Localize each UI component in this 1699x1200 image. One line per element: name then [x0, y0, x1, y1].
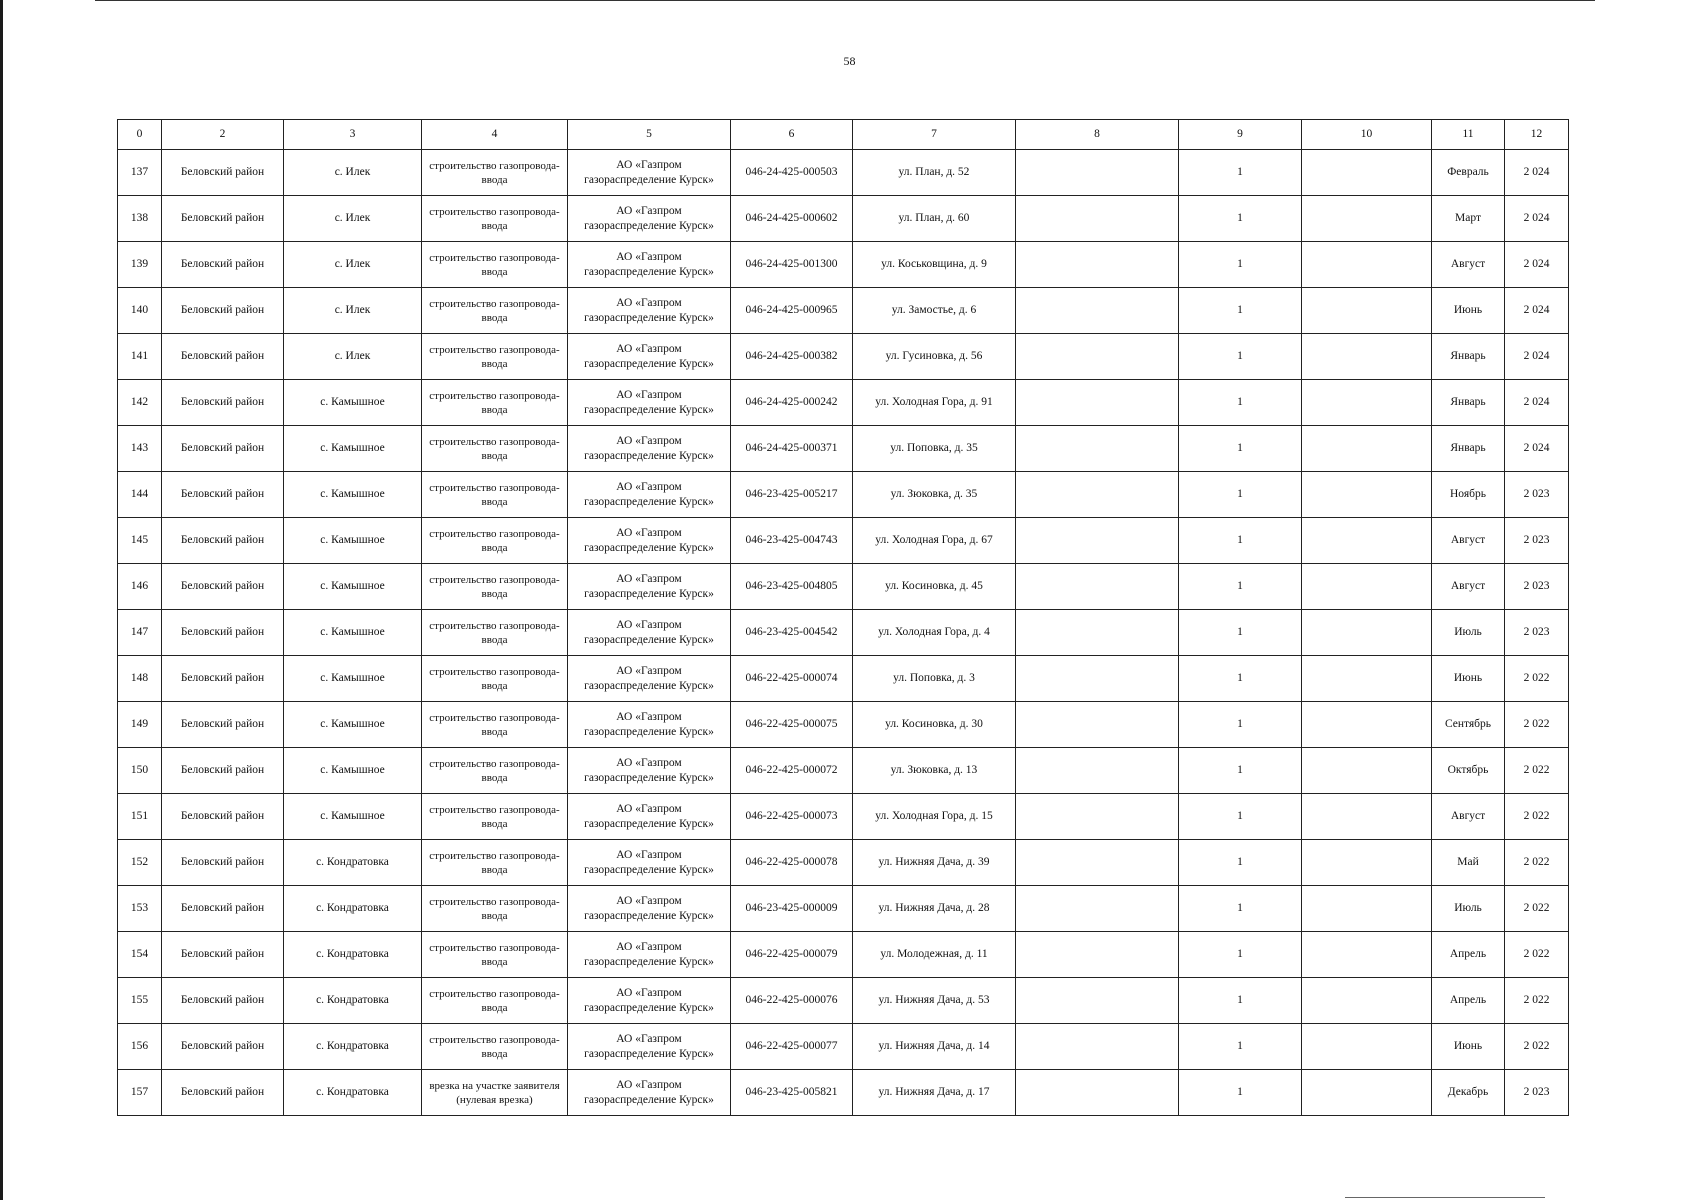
cell-month: Июль	[1432, 610, 1505, 656]
cell-code: 046-22-425-000072	[731, 748, 853, 794]
cell-code: 046-24-425-000503	[731, 150, 853, 196]
cell-col8	[1016, 518, 1179, 564]
cell-district: Беловский район	[162, 288, 284, 334]
cell-month: Январь	[1432, 426, 1505, 472]
cell-work-type: строительство газопровода-ввода	[422, 472, 568, 518]
cell-code: 046-23-425-005217	[731, 472, 853, 518]
cell-settlement: с. Камышное	[284, 380, 422, 426]
cell-number: 156	[118, 1024, 162, 1070]
cell-settlement: с. Илек	[284, 196, 422, 242]
cell-col8	[1016, 150, 1179, 196]
column-header: 8	[1016, 120, 1179, 150]
cell-quantity: 1	[1179, 1024, 1302, 1070]
cell-address: ул. Нижняя Дача, д. 39	[853, 840, 1016, 886]
cell-col10	[1302, 1070, 1432, 1116]
cell-col10	[1302, 242, 1432, 288]
cell-code: 046-22-425-000077	[731, 1024, 853, 1070]
cell-address: ул. Поповка, д. 3	[853, 656, 1016, 702]
cell-code: 046-24-425-000602	[731, 196, 853, 242]
cell-quantity: 1	[1179, 840, 1302, 886]
cell-month: Январь	[1432, 334, 1505, 380]
cell-col10	[1302, 518, 1432, 564]
cell-col8	[1016, 702, 1179, 748]
cell-col8	[1016, 794, 1179, 840]
cell-code: 046-24-425-000382	[731, 334, 853, 380]
table-row	[118, 932, 1569, 978]
cell-month: Декабрь	[1432, 1070, 1505, 1116]
cell-col8	[1016, 840, 1179, 886]
cell-number: 154	[118, 932, 162, 978]
cell-code: 046-22-425-000078	[731, 840, 853, 886]
cell-year: 2 022	[1505, 748, 1569, 794]
table-row	[118, 518, 1569, 564]
cell-col8	[1016, 196, 1179, 242]
cell-number: 157	[118, 1070, 162, 1116]
column-header: 0	[118, 120, 162, 150]
cell-district: Беловский район	[162, 564, 284, 610]
cell-work-type: строительство газопровода-ввода	[422, 1024, 568, 1070]
cell-number: 142	[118, 380, 162, 426]
cell-code: 046-23-425-004743	[731, 518, 853, 564]
cell-col8	[1016, 656, 1179, 702]
cell-settlement: с. Камышное	[284, 656, 422, 702]
cell-organization: АО «Газпром газораспределение Курск»	[568, 426, 731, 472]
registry-table	[117, 119, 1569, 1116]
cell-year: 2 022	[1505, 886, 1569, 932]
cell-col8	[1016, 242, 1179, 288]
table-row	[118, 748, 1569, 794]
cell-address: ул. Гусиновка, д. 56	[853, 334, 1016, 380]
cell-organization: АО «Газпром газораспределение Курск»	[568, 196, 731, 242]
cell-district: Беловский район	[162, 610, 284, 656]
table-row	[118, 886, 1569, 932]
cell-address: ул. Нижняя Дача, д. 28	[853, 886, 1016, 932]
cell-number: 153	[118, 886, 162, 932]
cell-year: 2 024	[1505, 150, 1569, 196]
cell-district: Беловский район	[162, 886, 284, 932]
column-header: 5	[568, 120, 731, 150]
cell-settlement: с. Кондратовка	[284, 886, 422, 932]
cell-work-type: строительство газопровода-ввода	[422, 794, 568, 840]
cell-col10	[1302, 1024, 1432, 1070]
cell-settlement: с. Кондратовка	[284, 1024, 422, 1070]
cell-organization: АО «Газпром газораспределение Курск»	[568, 242, 731, 288]
cell-settlement: с. Илек	[284, 150, 422, 196]
table-row	[118, 150, 1569, 196]
cell-work-type: строительство газопровода-ввода	[422, 978, 568, 1024]
cell-quantity: 1	[1179, 196, 1302, 242]
cell-year: 2 023	[1505, 472, 1569, 518]
cell-work-type: строительство газопровода-ввода	[422, 334, 568, 380]
cell-year: 2 022	[1505, 1024, 1569, 1070]
cell-work-type: строительство газопровода-ввода	[422, 288, 568, 334]
cell-district: Беловский район	[162, 794, 284, 840]
cell-month: Май	[1432, 840, 1505, 886]
table-row	[118, 840, 1569, 886]
table-row	[118, 472, 1569, 518]
cell-number: 150	[118, 748, 162, 794]
cell-quantity: 1	[1179, 886, 1302, 932]
table-row	[118, 978, 1569, 1024]
cell-code: 046-23-425-004542	[731, 610, 853, 656]
cell-month: Август	[1432, 794, 1505, 840]
cell-col10	[1302, 794, 1432, 840]
column-header: 10	[1302, 120, 1432, 150]
cell-organization: АО «Газпром газораспределение Курск»	[568, 794, 731, 840]
cell-year: 2 022	[1505, 702, 1569, 748]
cell-address: ул. Зюковка, д. 13	[853, 748, 1016, 794]
cell-month: Август	[1432, 518, 1505, 564]
cell-settlement: с. Камышное	[284, 472, 422, 518]
table-row	[118, 196, 1569, 242]
cell-address: ул. Холодная Гора, д. 4	[853, 610, 1016, 656]
cell-month: Июль	[1432, 886, 1505, 932]
cell-address: ул. Холодная Гора, д. 15	[853, 794, 1016, 840]
cell-col10	[1302, 748, 1432, 794]
cell-district: Беловский район	[162, 518, 284, 564]
cell-address: ул. Нижняя Дача, д. 53	[853, 978, 1016, 1024]
cell-number: 151	[118, 794, 162, 840]
cell-col10	[1302, 610, 1432, 656]
cell-district: Беловский район	[162, 334, 284, 380]
cell-work-type: строительство газопровода-ввода	[422, 932, 568, 978]
cell-year: 2 022	[1505, 840, 1569, 886]
cell-settlement: с. Илек	[284, 334, 422, 380]
cell-code: 046-23-425-000009	[731, 886, 853, 932]
cell-address: ул. Молодежная, д. 11	[853, 932, 1016, 978]
cell-address: ул. Нижняя Дача, д. 14	[853, 1024, 1016, 1070]
table-body	[118, 150, 1569, 1116]
column-header: 11	[1432, 120, 1505, 150]
table-row	[118, 1024, 1569, 1070]
cell-district: Беловский район	[162, 196, 284, 242]
cell-month: Август	[1432, 564, 1505, 610]
cell-code: 046-22-425-000076	[731, 978, 853, 1024]
cell-address: ул. Коськовщина, д. 9	[853, 242, 1016, 288]
cell-month: Март	[1432, 196, 1505, 242]
cell-code: 046-24-425-001300	[731, 242, 853, 288]
table-row	[118, 242, 1569, 288]
cell-year: 2 023	[1505, 610, 1569, 656]
cell-code: 046-22-425-000073	[731, 794, 853, 840]
cell-district: Беловский район	[162, 150, 284, 196]
cell-col10	[1302, 656, 1432, 702]
cell-address: ул. Нижняя Дача, д. 17	[853, 1070, 1016, 1116]
cell-address: ул. План, д. 60	[853, 196, 1016, 242]
cell-quantity: 1	[1179, 610, 1302, 656]
cell-work-type: строительство газопровода-ввода	[422, 702, 568, 748]
cell-year: 2 024	[1505, 242, 1569, 288]
cell-col10	[1302, 288, 1432, 334]
cell-col10	[1302, 840, 1432, 886]
cell-settlement: с. Илек	[284, 242, 422, 288]
cell-work-type: строительство газопровода-ввода	[422, 196, 568, 242]
cell-quantity: 1	[1179, 748, 1302, 794]
cell-col8	[1016, 426, 1179, 472]
cell-code: 046-24-425-000242	[731, 380, 853, 426]
cell-organization: АО «Газпром газораспределение Курск»	[568, 1024, 731, 1070]
table-row	[118, 564, 1569, 610]
cell-code: 046-24-425-000371	[731, 426, 853, 472]
cell-number: 146	[118, 564, 162, 610]
cell-month: Февраль	[1432, 150, 1505, 196]
table-row	[118, 334, 1569, 380]
cell-col10	[1302, 702, 1432, 748]
cell-year: 2 024	[1505, 196, 1569, 242]
cell-col10	[1302, 886, 1432, 932]
cell-month: Сентябрь	[1432, 702, 1505, 748]
cell-organization: АО «Газпром газораспределение Курск»	[568, 656, 731, 702]
cell-address: ул. Поповка, д. 35	[853, 426, 1016, 472]
cell-col10	[1302, 150, 1432, 196]
cell-organization: АО «Газпром газораспределение Курск»	[568, 472, 731, 518]
cell-number: 139	[118, 242, 162, 288]
cell-col8	[1016, 1024, 1179, 1070]
cell-code: 046-22-425-000079	[731, 932, 853, 978]
cell-work-type: строительство газопровода-ввода	[422, 242, 568, 288]
cell-code: 046-23-425-005821	[731, 1070, 853, 1116]
cell-month: Ноябрь	[1432, 472, 1505, 518]
table-row	[118, 426, 1569, 472]
table-row	[118, 288, 1569, 334]
cell-settlement: с. Камышное	[284, 518, 422, 564]
cell-organization: АО «Газпром газораспределение Курск»	[568, 702, 731, 748]
cell-quantity: 1	[1179, 1070, 1302, 1116]
cell-quantity: 1	[1179, 978, 1302, 1024]
cell-settlement: с. Камышное	[284, 702, 422, 748]
cell-year: 2 022	[1505, 656, 1569, 702]
cell-year: 2 022	[1505, 978, 1569, 1024]
cell-organization: АО «Газпром газораспределение Курск»	[568, 564, 731, 610]
cell-number: 152	[118, 840, 162, 886]
cell-col8	[1016, 564, 1179, 610]
cell-quantity: 1	[1179, 794, 1302, 840]
table-row	[118, 656, 1569, 702]
cell-district: Беловский район	[162, 932, 284, 978]
cell-settlement: с. Камышное	[284, 426, 422, 472]
cell-district: Беловский район	[162, 656, 284, 702]
table-row	[118, 794, 1569, 840]
cell-address: ул. Зюковка, д. 35	[853, 472, 1016, 518]
cell-col8	[1016, 610, 1179, 656]
column-header: 4	[422, 120, 568, 150]
cell-work-type: строительство газопровода-ввода	[422, 150, 568, 196]
cell-organization: АО «Газпром газораспределение Курск»	[568, 840, 731, 886]
table-row	[118, 1070, 1569, 1116]
cell-organization: АО «Газпром газораспределение Курск»	[568, 288, 731, 334]
cell-address: ул. Косиновка, д. 45	[853, 564, 1016, 610]
cell-col8	[1016, 748, 1179, 794]
cell-quantity: 1	[1179, 242, 1302, 288]
column-header: 3	[284, 120, 422, 150]
cell-number: 145	[118, 518, 162, 564]
cell-number: 147	[118, 610, 162, 656]
cell-month: Апрель	[1432, 978, 1505, 1024]
cell-month: Июнь	[1432, 1024, 1505, 1070]
cell-district: Беловский район	[162, 840, 284, 886]
cell-settlement: с. Камышное	[284, 748, 422, 794]
cell-col8	[1016, 472, 1179, 518]
cell-work-type: строительство газопровода-ввода	[422, 748, 568, 794]
cell-settlement: с. Илек	[284, 288, 422, 334]
cell-number: 140	[118, 288, 162, 334]
cell-quantity: 1	[1179, 426, 1302, 472]
cell-organization: АО «Газпром газораспределение Курск»	[568, 748, 731, 794]
cell-col10	[1302, 472, 1432, 518]
cell-organization: АО «Газпром газораспределение Курск»	[568, 1070, 731, 1116]
cell-district: Беловский район	[162, 1024, 284, 1070]
cell-year: 2 024	[1505, 380, 1569, 426]
cell-district: Беловский район	[162, 242, 284, 288]
column-header: 2	[162, 120, 284, 150]
cell-year: 2 022	[1505, 794, 1569, 840]
column-header: 6	[731, 120, 853, 150]
cell-code: 046-23-425-004805	[731, 564, 853, 610]
scan-top-line	[95, 0, 1595, 1]
cell-month: Апрель	[1432, 932, 1505, 978]
cell-address: ул. Косиновка, д. 30	[853, 702, 1016, 748]
cell-organization: АО «Газпром газораспределение Курск»	[568, 886, 731, 932]
cell-district: Беловский район	[162, 426, 284, 472]
cell-col8	[1016, 380, 1179, 426]
page-number: 58	[843, 54, 856, 68]
cell-work-type: строительство газопровода-ввода	[422, 380, 568, 426]
cell-col10	[1302, 380, 1432, 426]
cell-quantity: 1	[1179, 702, 1302, 748]
cell-col8	[1016, 288, 1179, 334]
cell-month: Июнь	[1432, 656, 1505, 702]
cell-work-type: строительство газопровода-ввода	[422, 886, 568, 932]
cell-settlement: с. Камышное	[284, 610, 422, 656]
cell-year: 2 023	[1505, 564, 1569, 610]
cell-settlement: с. Кондратовка	[284, 1070, 422, 1116]
cell-year: 2 024	[1505, 334, 1569, 380]
cell-col10	[1302, 978, 1432, 1024]
cell-year: 2 022	[1505, 932, 1569, 978]
cell-col8	[1016, 932, 1179, 978]
cell-settlement: с. Камышное	[284, 564, 422, 610]
column-header: 7	[853, 120, 1016, 150]
cell-organization: АО «Газпром газораспределение Курск»	[568, 610, 731, 656]
cell-col8	[1016, 886, 1179, 932]
cell-work-type: строительство газопровода-ввода	[422, 564, 568, 610]
cell-quantity: 1	[1179, 518, 1302, 564]
cell-quantity: 1	[1179, 932, 1302, 978]
cell-col10	[1302, 196, 1432, 242]
header-row	[118, 120, 1569, 150]
scan-left-edge	[0, 0, 3, 1200]
cell-code: 046-22-425-000075	[731, 702, 853, 748]
cell-quantity: 1	[1179, 150, 1302, 196]
table-row	[118, 380, 1569, 426]
cell-number: 144	[118, 472, 162, 518]
cell-organization: АО «Газпром газораспределение Курск»	[568, 518, 731, 564]
cell-col10	[1302, 426, 1432, 472]
table-row	[118, 610, 1569, 656]
cell-number: 141	[118, 334, 162, 380]
cell-district: Беловский район	[162, 748, 284, 794]
cell-settlement: с. Кондратовка	[284, 932, 422, 978]
cell-district: Беловский район	[162, 978, 284, 1024]
column-header: 9	[1179, 120, 1302, 150]
cell-col10	[1302, 564, 1432, 610]
cell-year: 2 023	[1505, 1070, 1569, 1116]
cell-work-type: строительство газопровода-ввода	[422, 840, 568, 886]
cell-month: Январь	[1432, 380, 1505, 426]
cell-number: 155	[118, 978, 162, 1024]
cell-quantity: 1	[1179, 380, 1302, 426]
cell-organization: АО «Газпром газораспределение Курск»	[568, 932, 731, 978]
cell-quantity: 1	[1179, 564, 1302, 610]
cell-work-type: строительство газопровода-ввода	[422, 426, 568, 472]
cell-col10	[1302, 932, 1432, 978]
table-row	[118, 702, 1569, 748]
cell-month: Июнь	[1432, 288, 1505, 334]
cell-year: 2 024	[1505, 426, 1569, 472]
cell-organization: АО «Газпром газораспределение Курск»	[568, 380, 731, 426]
cell-address: ул. Замостье, д. 6	[853, 288, 1016, 334]
cell-col8	[1016, 1070, 1179, 1116]
cell-work-type: врезка на участке заявителя (нулевая врезка)	[422, 1070, 568, 1116]
cell-settlement: с. Камышное	[284, 794, 422, 840]
cell-quantity: 1	[1179, 334, 1302, 380]
cell-month: Август	[1432, 242, 1505, 288]
cell-address: ул. План, д. 52	[853, 150, 1016, 196]
cell-number: 143	[118, 426, 162, 472]
cell-number: 149	[118, 702, 162, 748]
cell-address: ул. Холодная Гора, д. 67	[853, 518, 1016, 564]
cell-organization: АО «Газпром газораспределение Курск»	[568, 978, 731, 1024]
cell-settlement: с. Кондратовка	[284, 840, 422, 886]
cell-col8	[1016, 334, 1179, 380]
cell-col8	[1016, 978, 1179, 1024]
cell-number: 138	[118, 196, 162, 242]
cell-number: 148	[118, 656, 162, 702]
cell-district: Беловский район	[162, 702, 284, 748]
cell-address: ул. Холодная Гора, д. 91	[853, 380, 1016, 426]
cell-month: Октябрь	[1432, 748, 1505, 794]
cell-code: 046-22-425-000074	[731, 656, 853, 702]
cell-year: 2 023	[1505, 518, 1569, 564]
cell-col10	[1302, 334, 1432, 380]
cell-number: 137	[118, 150, 162, 196]
cell-organization: АО «Газпром газораспределение Курск»	[568, 150, 731, 196]
cell-year: 2 024	[1505, 288, 1569, 334]
cell-quantity: 1	[1179, 288, 1302, 334]
cell-code: 046-24-425-000965	[731, 288, 853, 334]
cell-work-type: строительство газопровода-ввода	[422, 610, 568, 656]
cell-district: Беловский район	[162, 472, 284, 518]
cell-quantity: 1	[1179, 472, 1302, 518]
cell-work-type: строительство газопровода-ввода	[422, 656, 568, 702]
cell-quantity: 1	[1179, 656, 1302, 702]
cell-organization: АО «Газпром газораспределение Курск»	[568, 334, 731, 380]
cell-settlement: с. Кондратовка	[284, 978, 422, 1024]
cell-work-type: строительство газопровода-ввода	[422, 518, 568, 564]
column-header: 12	[1505, 120, 1569, 150]
cell-district: Беловский район	[162, 380, 284, 426]
scan-bottom-mark	[1345, 1197, 1545, 1198]
cell-district: Беловский район	[162, 1070, 284, 1116]
